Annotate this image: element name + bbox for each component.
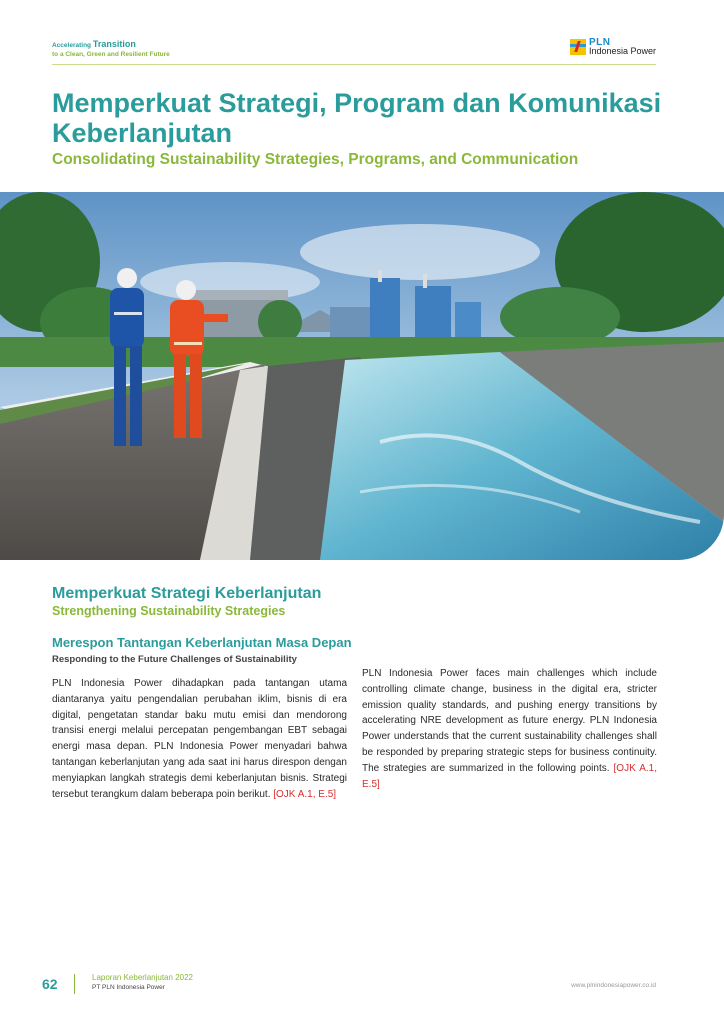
tagline-highlight: Transition [92,39,136,49]
power-plant-canal-illustration [0,192,724,560]
page-subtitle: Consolidating Sustainability Strategies, Programs, and Communication [52,151,579,168]
subsection-subtitle: Responding to the Future Challenges of Sustainability [52,654,297,665]
brand-name: PLN [588,37,611,48]
body-text-english [362,666,657,792]
right-reference: [OJK A.1, E.5] [362,762,657,790]
website-url: www.plnindonesiapower.co.id [571,982,656,989]
tagline-line2: to a Clean, Green and Resilient Future [52,51,170,58]
header-tagline [52,40,170,59]
left-paragraph: PLN Indonesia Power dihadapkan pada tantangan utama diantaranya yaitu pengendalian perubahan iklim, bisnis di era digital, pengetatan standar baku mutu emisi dan mendorong transisi energi melalui percepatan pengembangan EBT sebagai energi masa depan. PLN Indonesia Power menyadari bahwa tantangan keberlanjutan yang ada saat ini harus direspon dengan menyiapkan langkah strategis demi keberlanjutan bisnis. Strategi tersebut terangkum dalam beberapa poin berikut. [52,678,347,800]
pln-logo [570,38,656,56]
section-title: Memperkuat Strategi Keberlanjutan [52,585,322,602]
subsection-title: Merespon Tantangan Keberlanjutan Masa Depan [52,635,352,650]
footer-report-info [92,973,193,993]
section-subtitle: Strengthening Sustainability Strategies [52,604,286,618]
page-title: Memperkuat Strategi, Program dan Komunikasi Keberlanjutan [52,88,662,148]
brand-subtitle: Indonesia Power [588,46,656,56]
header-divider [52,64,656,65]
tagline-prefix: Accelerating [52,42,92,49]
body-text-indonesian [52,676,347,802]
report-title: Laporan Keberlanjutan 2022 [92,973,193,982]
left-reference: [OJK A.1, E.5] [273,788,337,800]
page-number: 62 [42,976,58,992]
company-name: PT PLN Indonesia Power [92,984,165,991]
hero-photo [0,192,724,560]
pln-lightning-icon [570,39,586,55]
right-paragraph: PLN Indonesia Power faces main challenges which include controlling climate change, business in the digital era, stricter emission quality standards, and pushing energy transitions by accelerating NRE development as future energy. PLN Indonesia Power understands that the current sustainability challenges shall be responded by preparing strategic steps for business continuity. The strategies are summarized in the following points. [362,668,657,774]
footer-divider [74,974,75,994]
